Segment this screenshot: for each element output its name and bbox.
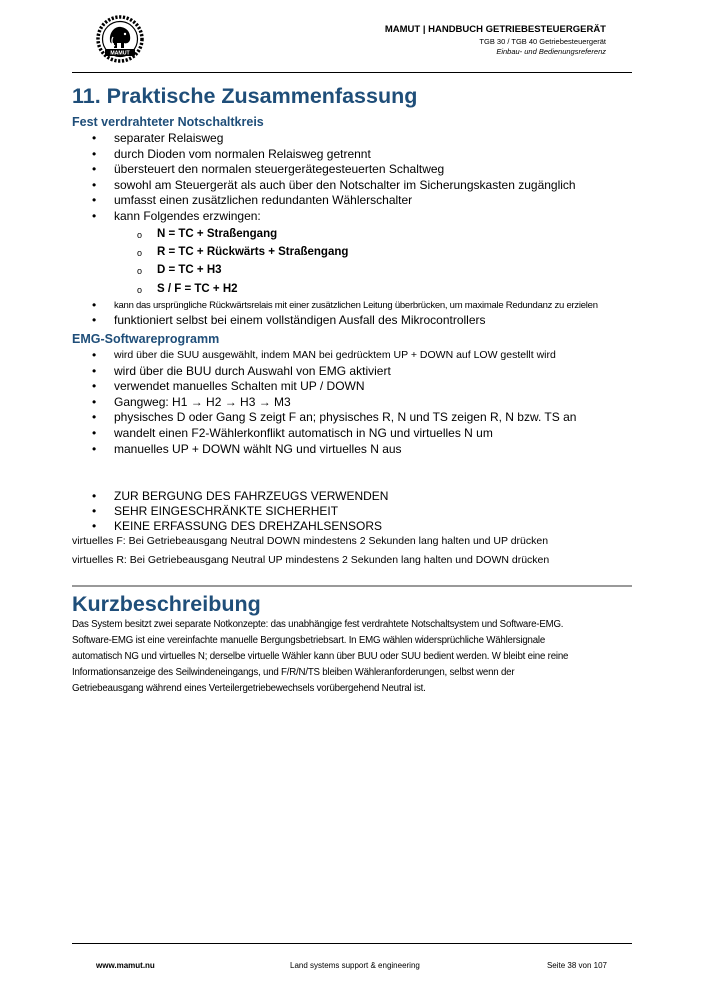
list-item: • Gangweg: H1 → H2 → H3 → M3	[114, 395, 576, 411]
footer-page-number: Seite 38 von 107	[546, 961, 607, 970]
list-item: • funktioniert selbst bei einem vollständigen Ausfall des Mikrocontrollers	[114, 313, 486, 329]
summary-line: Das System besitzt zwei separate Notkonzepte: das unabhängige fest verdrahtete Notschaltsystem und Software-EMG.	[72, 619, 564, 630]
hardwired-list	[114, 131, 576, 225]
forced-state-item: o R = TC + Rückwärts + Straßengang	[157, 243, 348, 261]
warning-item: • SEHR EINGESCHRÄNKTE SICHERHEIT	[114, 504, 388, 519]
hardwired-heading: Fest verdrahteter Notschaltkreis	[72, 115, 264, 129]
list-item: • kann Folgendes erzwingen:	[114, 209, 576, 225]
list-item: • durch Dioden vom normalen Relaisweg getrennt	[114, 147, 576, 163]
list-item: • übersteuert den normalen steuergerätegesteuerten Schaltweg	[114, 162, 576, 178]
list-item: • sowohl am Steuergerät als auch über den Notschalter im Sicherungskasten zugänglich	[114, 178, 576, 194]
list-item: • wird über die BUU durch Auswahl von EMG aktiviert	[114, 364, 576, 380]
mamut-logo	[96, 15, 144, 63]
list-item: • separater Relaisweg	[114, 131, 576, 147]
header-divider	[72, 72, 632, 73]
footer-website: www.mamut.nu	[96, 961, 155, 970]
warning-item: • ZUR BERGUNG DES FAHRZEUGS VERWENDEN	[114, 489, 388, 504]
summary-line: automatisch NG und virtuelles N; derselbe virtuelle Wähler kann über BUU oder SUU bedient werden. W bleibt eine reine	[72, 651, 569, 662]
emg-heading: EMG-Softwareprogramm	[72, 332, 220, 346]
header-subtitle-2: Einbau- und Bedienungsreferenz	[496, 47, 606, 56]
list-item: • wird über die SUU ausgewählt, indem MAN bei gedrücktem UP + DOWN auf LOW gestellt wird	[114, 348, 576, 364]
list-item: • wandelt einen F2-Wählerkonflikt automatisch in NG und virtuelles N um	[114, 426, 576, 442]
list-item: • manuelles UP + DOWN wählt NG und virtuelles N aus	[114, 442, 576, 458]
page-header	[385, 24, 606, 57]
forced-state-item: o S / F = TC + H2	[157, 280, 348, 298]
section-title: 11. Praktische Zusammenfassung	[72, 84, 418, 108]
list-item: • physisches D oder Gang S zeigt F an; physisches R, N und TS zeigen R, N bzw. TS an	[114, 410, 576, 426]
section-divider	[72, 585, 632, 587]
virtual-r-note: virtuelles R: Bei Getriebeausgang Neutral UP mindestens 2 Sekunden lang halten und DOWN drücken	[72, 554, 550, 566]
footer-divider	[72, 943, 632, 944]
virtual-f-note: virtuelles F: Bei Getriebeausgang Neutral DOWN mindestens 2 Sekunden lang halten und UP drücken	[72, 535, 549, 547]
summary-line: Software-EMG ist eine vereinfachte manuelle Bergungsbetriebsart. In EMG wählen widersprüchliche Wählersignale	[72, 635, 546, 646]
emg-list	[114, 348, 576, 457]
hardwired-list-continued-2	[114, 313, 486, 329]
summary-paragraph	[72, 617, 637, 697]
list-item: • umfasst einen zusätzlichen redundanten Wählerschalter	[114, 193, 576, 209]
svg-text:MAMUT: MAMUT	[110, 50, 130, 57]
hardwired-list-continued	[114, 298, 598, 314]
footer-tagline: Land systems support & engineering	[290, 961, 420, 970]
list-item: • verwendet manuelles Schalten mit UP / DOWN	[114, 379, 576, 395]
emg-warnings-list	[114, 489, 388, 534]
summary-title: Kurzbeschreibung	[72, 592, 261, 616]
header-title: MAMUT | HANDBUCH GETRIEBESTEUERGERÄT	[384, 24, 606, 35]
list-item: • kann das ursprüngliche Rückwärtsrelais mit einer zusätzlichen Leitung überbrücken, um maximale Redundanz zu erzielen	[114, 298, 598, 314]
forced-state-item: o N = TC + Straßengang	[157, 225, 348, 243]
forced-states-list	[157, 225, 348, 298]
summary-line: Getriebeausgang während eines Verteilergetriebewechsels vorübergehend Neutral ist.	[72, 683, 426, 694]
summary-line: Informationsanzeige des Seilwindeneingangs, und F/R/N/TS bleiben Wähleranforderungen, selbst wenn der	[72, 667, 515, 678]
header-subtitle: TGB 30 / TGB 40 Getriebesteuergerät	[479, 37, 606, 46]
forced-state-item: o D = TC + H3	[157, 261, 348, 279]
warning-item: • KEINE ERFASSUNG DES DREHZAHLSENSORS	[114, 519, 388, 534]
